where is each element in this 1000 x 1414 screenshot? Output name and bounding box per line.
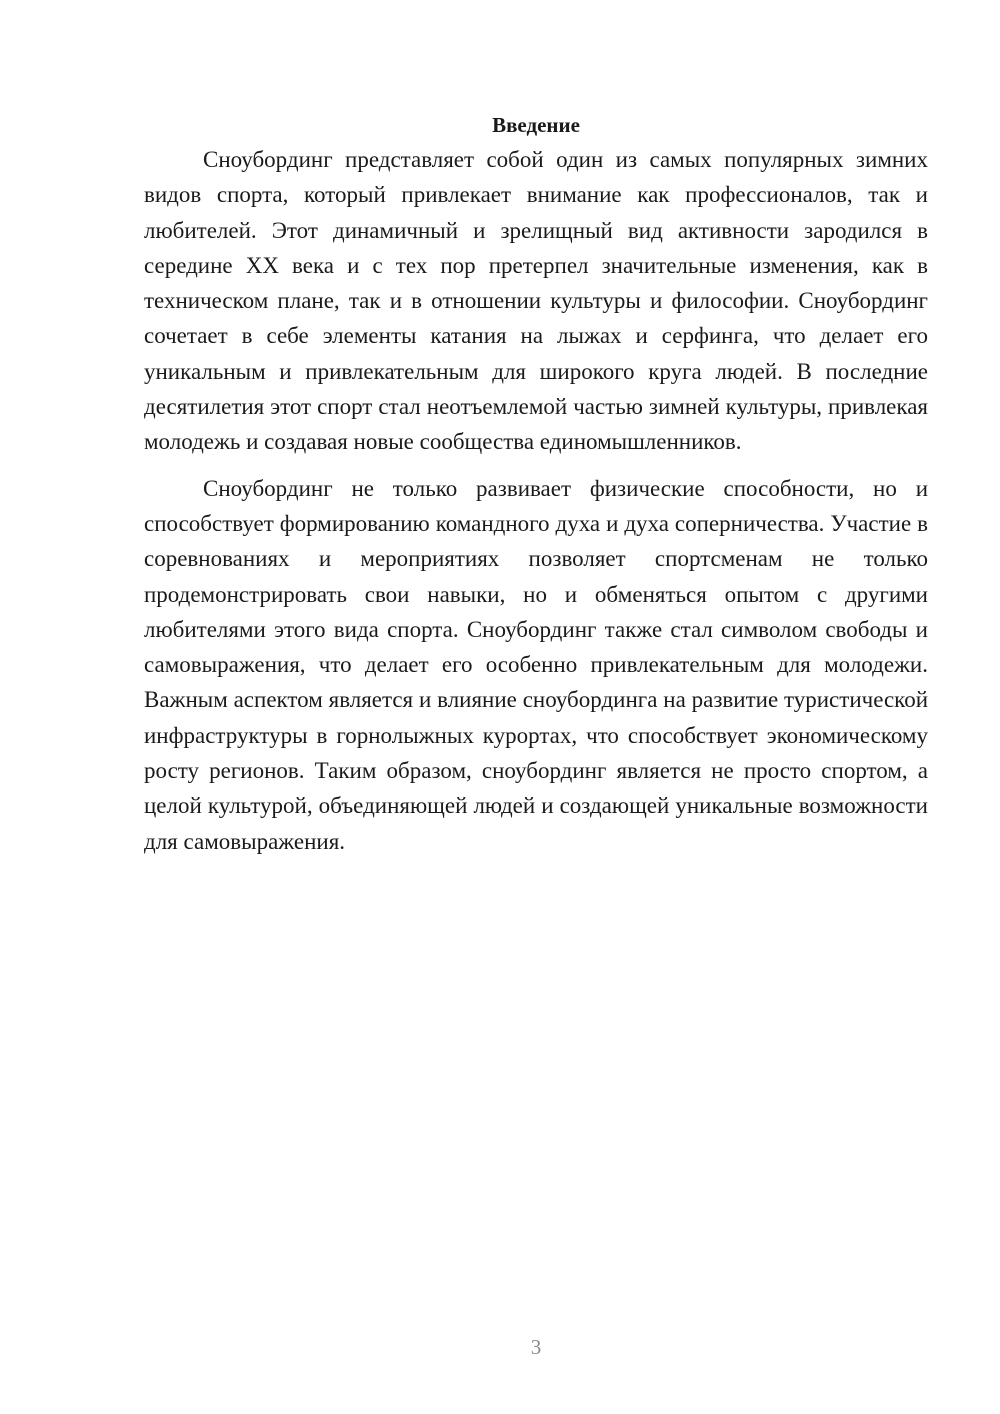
page-number: 3 [530, 1335, 542, 1359]
page-title: Введение [492, 113, 580, 138]
body-text [144, 142, 928, 859]
paragraph-2: Сноубординг не только развивает физические способности, но и способствует формированию командного духа и духа соперничества. Участие в соревнованиях и мероприятиях позволяет спортсменам не только продемонстрировать свои навыки, но и обменяться опытом с другими любителями этого вида спорта. Сноубординг также стал символом свободы и самовыражения, что делает его особенно привлекательным для молодежи. Важным аспектом является и влияние сноубординга на развитие туристической инфраструктуры в горнолыжных курортах, что способствует экономическому росту регионов. Таким образом, сноубординг является не просто спортом, а целой культурой, объединяющей людей и создающей уникальные возможности для самовыражения. [144, 475, 928, 854]
paragraph-1: Сноубординг представляет собой один из самых популярных зимних видов спорта, который привлекает внимание как профессионалов, так и любителей. Этот динамичный и зрелищный вид активности зародился в середине XX века и с тех пор претерпел значительные изменения, как в техническом плане, так и в отношении культуры и философии. Сноубординг сочетает в себе элементы катания на лыжах и серфинга, что делает его уникальным и привлекательным для широкого круга людей. В последние десятилетия этот спорт стал неотъемлемой частью зимней культуры, привлекая молодежь и создавая новые сообщества единомышленников. [144, 147, 928, 455]
